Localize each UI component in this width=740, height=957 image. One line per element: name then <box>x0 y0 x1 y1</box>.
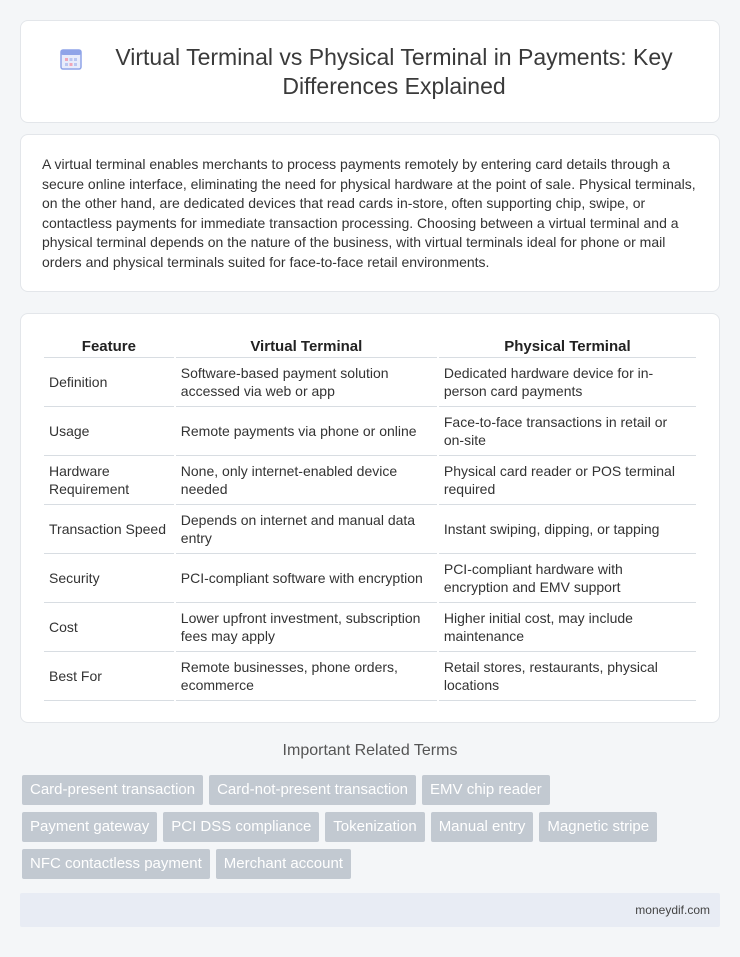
table-header-row <box>44 334 696 358</box>
related-term-tag[interactable]: Card-not-present transaction <box>209 775 416 805</box>
page-title: Virtual Terminal vs Physical Terminal in Payments: Key Differences Explained <box>115 43 673 99</box>
related-terms-list <box>22 775 722 886</box>
table-row <box>44 456 696 505</box>
table-cell-virtual: None, only internet-enabled device needed <box>176 456 437 505</box>
related-term-tag[interactable]: Merchant account <box>216 849 351 879</box>
table-cell-virtual: PCI-compliant software with encryption <box>176 554 437 603</box>
comparison-table <box>42 334 698 701</box>
related-term-tag[interactable]: EMV chip reader <box>422 775 550 805</box>
column-header-virtual: Virtual Terminal <box>176 334 437 358</box>
table-cell-physical: PCI-compliant hardware with encryption and EMV support <box>439 554 696 603</box>
table-cell-feature: Cost <box>44 603 174 652</box>
table-cell-physical: Dedicated hardware device for in-person card payments <box>439 358 696 407</box>
table-cell-physical: Higher initial cost, may include maintenance <box>439 603 696 652</box>
footer <box>20 893 720 927</box>
table-cell-physical: Physical card reader or POS terminal required <box>439 456 696 505</box>
table-row <box>44 505 696 554</box>
tag-row <box>22 849 722 879</box>
related-term-tag[interactable]: PCI DSS compliance <box>163 812 319 842</box>
related-term-tag[interactable]: Magnetic stripe <box>539 812 657 842</box>
table-cell-virtual: Remote businesses, phone orders, ecommerce <box>176 652 437 701</box>
related-terms-heading: Important Related Terms <box>282 742 458 759</box>
related-term-tag[interactable]: Tokenization <box>325 812 424 842</box>
table-cell-feature: Best For <box>44 652 174 701</box>
table-row <box>44 652 696 701</box>
table-row <box>44 407 696 456</box>
tag-row <box>22 775 722 805</box>
related-term-tag[interactable]: Card-present transaction <box>22 775 203 805</box>
tag-row <box>22 812 722 842</box>
column-header-physical: Physical Terminal <box>439 334 696 358</box>
table-cell-virtual: Lower upfront investment, subscription fees may apply <box>176 603 437 652</box>
table-cell-virtual: Depends on internet and manual data entry <box>176 505 437 554</box>
table-cell-physical: Retail stores, restaurants, physical locations <box>439 652 696 701</box>
table-row <box>44 358 696 407</box>
comparison-table-card <box>20 313 720 723</box>
intro-paragraph: A virtual terminal enables merchants to process payments remotely by entering card details through a secure online interface, eliminating the need for physical hardware at the point of sale. Physical terminals, on the other hand, are dedicated devices that read cards in-store, often supporting chip, swipe, or contactless payments for immediate transaction processing. Choosing between a virtual terminal and a physical terminal depends on the nature of the business, with virtual terminals ideal for phone or mail orders and physical terminals suited for face-to-face retail environments. <box>42 156 696 270</box>
table-cell-feature: Definition <box>44 358 174 407</box>
related-term-tag[interactable]: Payment gateway <box>22 812 157 842</box>
table-cell-feature: Usage <box>44 407 174 456</box>
table-row <box>44 603 696 652</box>
table-row <box>44 554 696 603</box>
column-header-feature: Feature <box>44 334 174 358</box>
table-cell-physical: Face-to-face transactions in retail or on-site <box>439 407 696 456</box>
footer-site-name[interactable]: moneydif.com <box>635 903 710 917</box>
related-term-tag[interactable]: NFC contactless payment <box>22 849 210 879</box>
table-cell-virtual: Software-based payment solution accessed via web or app <box>176 358 437 407</box>
related-term-tag[interactable]: Manual entry <box>431 812 534 842</box>
table-cell-feature: Transaction Speed <box>44 505 174 554</box>
intro-card <box>20 134 720 292</box>
table-cell-feature: Security <box>44 554 174 603</box>
header-card <box>20 20 720 123</box>
table-cell-virtual: Remote payments via phone or online <box>176 407 437 456</box>
table-cell-feature: Hardware Requirement <box>44 456 174 505</box>
table-cell-physical: Instant swiping, dipping, or tapping <box>439 505 696 554</box>
